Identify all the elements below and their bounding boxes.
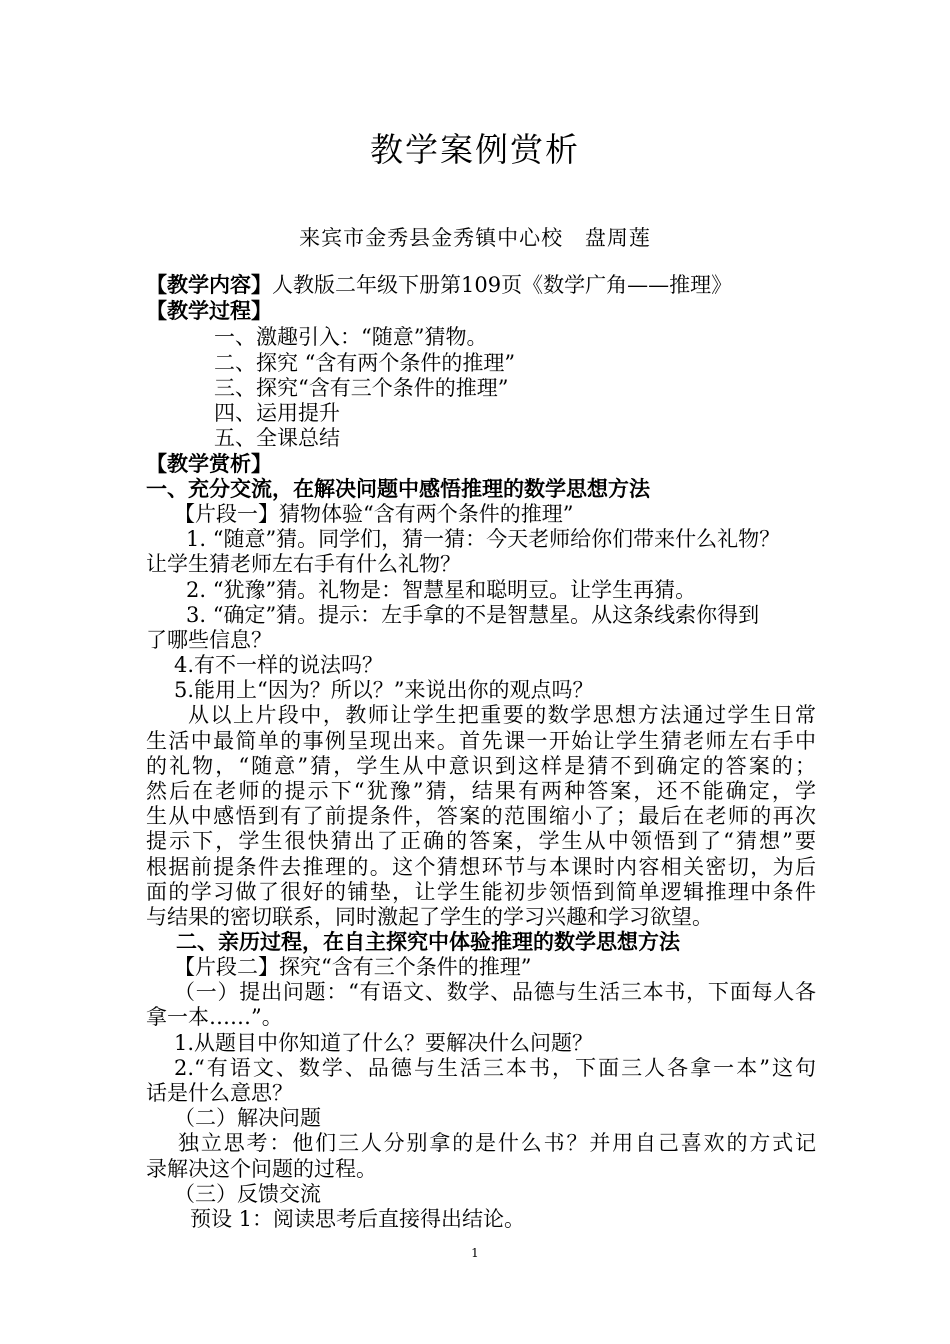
question-1-line-b: 拿一本……”。 [146, 1005, 283, 1029]
fragment-1-item-3b: 了哪些信息？ [146, 628, 272, 652]
question-2-heading: （二）解决问题 [174, 1106, 321, 1130]
fragment-1-item-3a: 3. “确定”猜。提示：左手拿的不是智慧星。从这条线索你得到 [186, 603, 760, 627]
process-step-2: 二、探究 “含有两个条件的推理” [214, 351, 516, 375]
fragment-1-item-4: 4.有不一样的说法吗？ [174, 653, 384, 677]
question-2-text-a: 独立思考：他们三人分别拿的是什么书？并用自己喜欢的方式记 [178, 1131, 816, 1155]
fragment-1-item-5: 5.能用上“因为？所以？”来说出你的观点吗？ [174, 678, 594, 702]
process-step-5: 五、全课总结 [214, 426, 340, 450]
process-step-4: 四、运用提升 [214, 401, 340, 425]
analysis-paragraph-line: 的礼物，“随意”猜，学生从中意识到这样是猜不到确定的答案的； [146, 754, 816, 778]
section-2-heading: 二、亲历过程，在自主探究中体验推理的数学思想方法 [176, 930, 680, 954]
analysis-paragraph-line: 根据前提条件去推理的。这个猜想环节与本课时内容相关密切，为后 [146, 855, 816, 879]
question-1-item-2a: 2.“有语文、数学、品德与生活三本书，下面三人各拿一本”这句 [174, 1056, 816, 1080]
analysis-paragraph-line: 提示下，学生很快猜出了正确的答案，学生从中领悟到了“猜想”要 [146, 829, 816, 853]
question-3-text: 预设 1：阅读思考后直接得出结论。 [190, 1207, 526, 1231]
fragment-1-item-1b: 让学生猜老师左右手有什么礼物？ [146, 552, 461, 576]
fragment-1-item-2: 2. “犹豫”猜。礼物是：智慧星和聪明豆。让学生再猜。 [186, 578, 697, 602]
analysis-paragraph-line: 生从中感悟到有了前提条件，答案的范围缩小了；最后在老师的再次 [146, 804, 816, 828]
question-1-item-2b: 话是什么意思？ [146, 1081, 293, 1105]
teaching-content-line [146, 272, 816, 298]
fragment-1-item-1a: 1. “随意”猜。同学们，猜一猜：今天老师给你们带来什么礼物？ [186, 527, 781, 551]
analysis-paragraph-line: 生活中最简单的事例呈现出来。首先课一开始让学生猜老师左右手中 [146, 729, 816, 753]
fragment-2-title: 【片段二】探究“含有三个条件的推理” [174, 955, 532, 979]
teaching-content-label: 【教学内容】 [146, 273, 272, 297]
analysis-paragraph-line: 与结果的密切联系，同时激起了学生的学习兴趣和学习欲望。 [146, 905, 713, 929]
analysis-paragraph-line: 然后在老师的提示下“犹豫”猜，结果有两种答案，还不能确定，学 [146, 779, 816, 803]
teaching-process-label: 【教学过程】 [146, 299, 272, 323]
process-step-1: 一、激趣引入：“随意”猜物。 [214, 325, 488, 349]
document-title: 教学案例赏析 [370, 130, 580, 169]
analysis-paragraph-line: 从以上片段中，教师让学生把重要的数学思想方法通过学生日常 [188, 703, 816, 727]
question-1-line-a: （一）提出问题：“有语文、数学、品德与生活三本书，下面每人各 [174, 980, 816, 1004]
author-line: 来宾市金秀县金秀镇中心校 盘周莲 [299, 226, 651, 250]
question-3-heading: （三）反馈交流 [174, 1182, 321, 1206]
analysis-label: 【教学赏析】 [146, 452, 272, 476]
section-1-heading: 一、充分交流，在解决问题中感悟推理的数学思想方法 [146, 477, 650, 501]
process-step-3: 三、探究“含有三个条件的推理” [214, 376, 509, 400]
teaching-content-text: 人教版二年级下册第109页《数学广角——推理》 [272, 273, 733, 297]
question-2-text-b: 录解决这个问题的过程。 [146, 1157, 377, 1181]
page-number: 1 [471, 1246, 479, 1260]
fragment-1-title: 【片段一】猜物体验“含有两个条件的推理” [174, 502, 574, 526]
question-1-item-1: 1.从题目中你知道了什么？要解决什么问题？ [174, 1031, 594, 1055]
analysis-paragraph-line: 面的学习做了很好的铺垫，让学生能初步领悟到简单逻辑推理中条件 [146, 880, 816, 904]
